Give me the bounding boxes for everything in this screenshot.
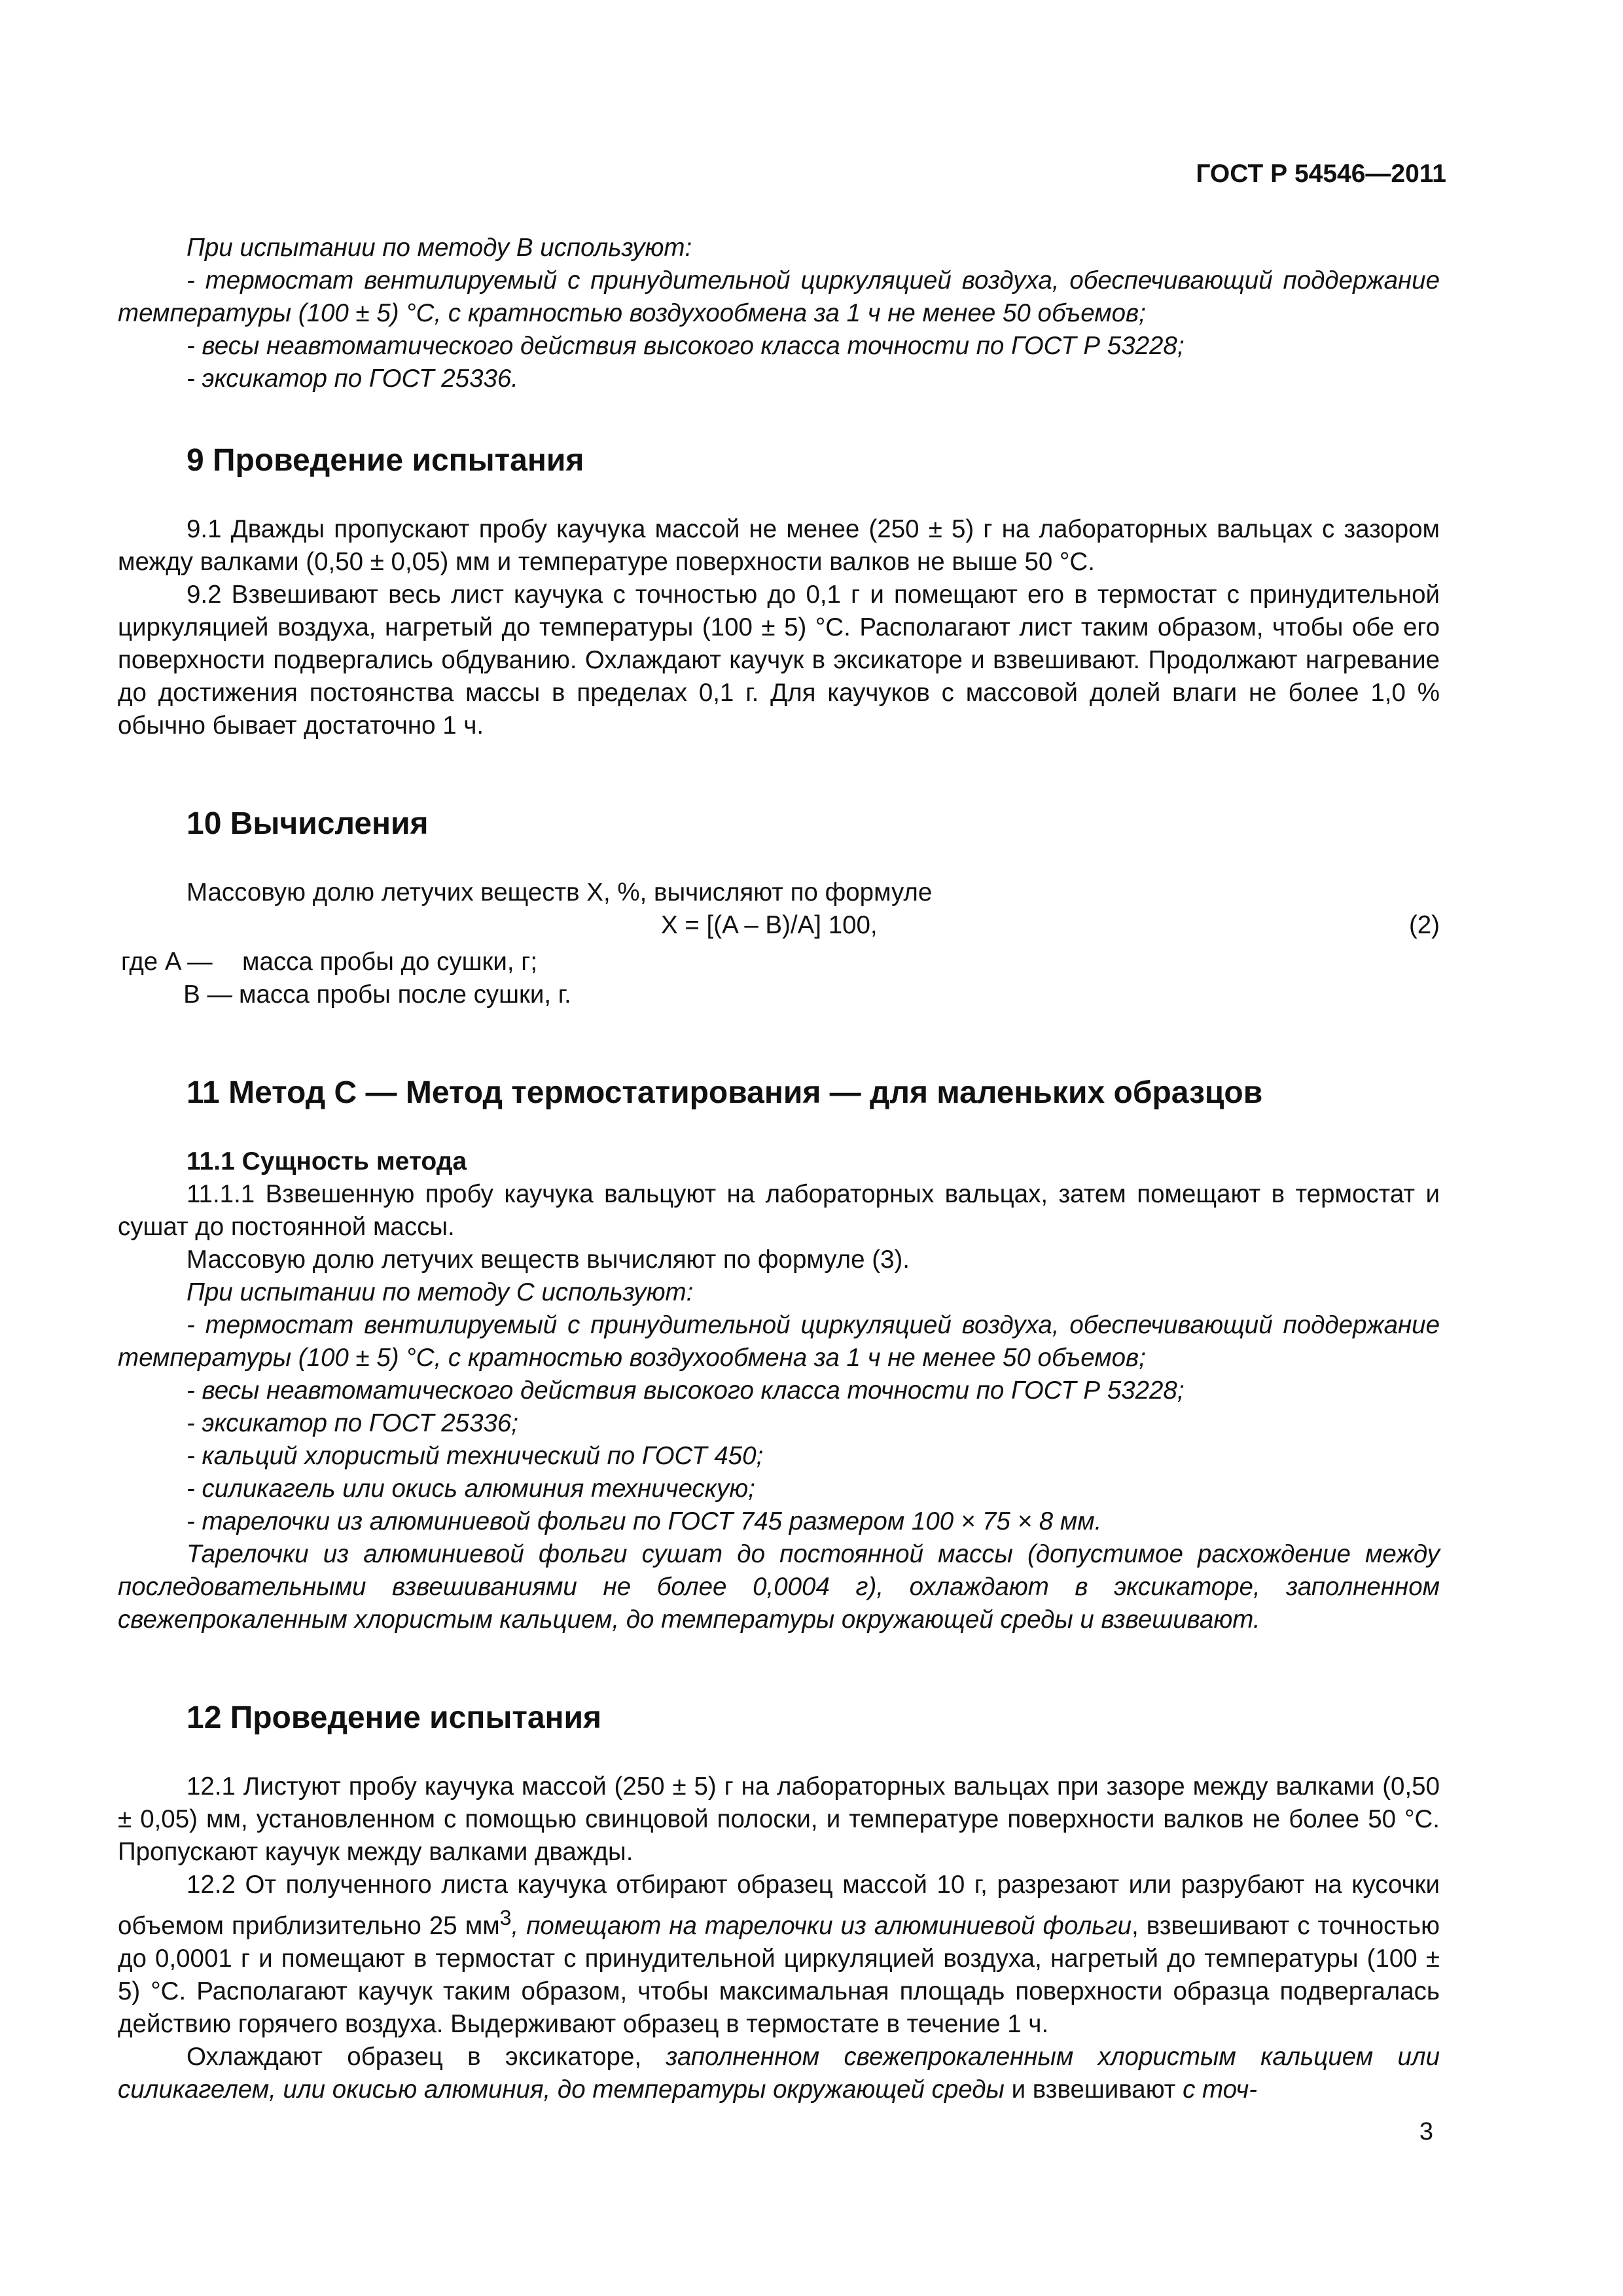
list-item: - кальций хлористый технический по ГОСТ 450; bbox=[187, 1442, 764, 1470]
section-heading: 10 Вычисления bbox=[187, 806, 429, 841]
text-run: с точ- bbox=[1183, 2075, 1258, 2104]
text-run: 12.2 От полученного листа каучука отбирают образец массой 10 г, разрезают или разрубают на кусочки объемом приблизительно 25 мм bbox=[118, 1871, 1440, 1940]
text-run: , помещают на тарелочки из алюминиевой фольги bbox=[511, 1911, 1132, 1940]
list-item: - эксикатор по ГОСТ 25336; bbox=[187, 1409, 519, 1437]
section-heading: 9 Проведение испытания bbox=[187, 443, 584, 478]
subsection-heading: 11.1 Сущность метода bbox=[187, 1147, 467, 1175]
method-b-intro: При испытании по методу В используют: bbox=[187, 234, 692, 262]
list-item: - весы неавтоматического действия высокого класса точности по ГОСТ Р 53228; bbox=[187, 332, 1185, 360]
paragraph: 9.2 Взвешивают весь лист каучука с точностью до 0,1 г и помещают его в термостат с принудительной циркуляцией воздуха, нагретый до температуры (100 ± 5) °С. Располагают лист таким образом, чтобы обе его поверхности подвергались обдуванию. Охлаждают каучук в эксикаторе и взвешивают. Продолжают нагревание до достижения постоянства массы в пределах 0,1 г. Для каучуков с массовой долей влаги не более 1,0 % обычно бывает достаточно 1 ч. bbox=[118, 581, 1440, 740]
where-b-label: B — bbox=[183, 980, 232, 1009]
list-item: - эксикатор по ГОСТ 25336. bbox=[187, 365, 519, 393]
formula-number: (2) bbox=[1408, 911, 1440, 939]
where-b bbox=[118, 978, 1440, 1011]
paragraph: Тарелочки из алюминиевой фольги сушат до постоянной массы (допустимое расхождение между последовательными взвешиваниями не более 0,0004 г), охлаждают в эксикаторе, заполненном свежепрокаленным хлористым кальцием, до температуры окружающей среды и взвешивают. bbox=[118, 1540, 1440, 1634]
list-item: - весы неавтоматического действия высокого класса точности по ГОСТ Р 53228; bbox=[187, 1376, 1185, 1405]
where-b-text: масса пробы после сушки, г. bbox=[239, 980, 571, 1009]
paragraph: Массовую долю летучих веществ X, %, вычисляют по формуле bbox=[187, 878, 933, 906]
doc-header-id: ГОСТ Р 54546—2011 bbox=[1196, 160, 1446, 188]
method-c-intro: При испытании по методу С используют: bbox=[187, 1278, 694, 1306]
page-number: 3 bbox=[1419, 2118, 1433, 2145]
text-run: , взвешивают с точностью до 0,0001 г и помещают в термостат с принудительной циркуляцией воздуха, нагретый до температуры (100 ± 5) °С. Располагают каучук таким образом, чтобы максимальная площадь поверхности образца подвергалась действию горячего воздуха. Выдерживают образец в термостате в течение 1 ч. bbox=[118, 1911, 1440, 2038]
paragraph: 11.1.1 Взвешенную пробу каучука вальцуют на лабораторных вальцах, затем помещают в термостат и сушат до постоянной массы. bbox=[118, 1180, 1440, 1241]
formula: X = [(A – B)/A] 100, bbox=[661, 911, 878, 939]
paragraph bbox=[118, 2041, 1440, 2106]
list-item: - тарелочки из алюминиевой фольги по ГОСТ 745 размером 100 × 75 × 8 мм. bbox=[187, 1507, 1102, 1535]
where-a-text: масса пробы до сушки, г; bbox=[242, 948, 538, 976]
list-item: - термостат вентилируемый с принудительной циркуляцией воздуха, обеспечивающий поддержание температуры (100 ± 5) °С, с кратностью воздухообмена за 1 ч не менее 50 объемов; bbox=[118, 266, 1440, 327]
paragraph: Массовую долю летучих веществ вычисляют по формуле (3). bbox=[187, 1246, 910, 1274]
section-heading: 12 Проведение испытания bbox=[187, 1700, 602, 1735]
page-content bbox=[118, 232, 1440, 2106]
superscript: 3 bbox=[499, 1906, 512, 1929]
list-item: - термостат вентилируемый с принудительной циркуляцией воздуха, обеспечивающий поддержание температуры (100 ± 5) °С, с кратностью воздухообмена за 1 ч не менее 50 объемов; bbox=[118, 1311, 1440, 1372]
where-a bbox=[118, 946, 1440, 978]
section-heading: 11 Метод С — Метод термостатирования — для маленьких образцов bbox=[187, 1075, 1263, 1110]
text-run: и взвешивают bbox=[1004, 2075, 1183, 2104]
text-run: заполненном свежепрокаленным хлористым кальцием или силикагелем, или окисью алюминия, до температуры окружающей среды bbox=[118, 2042, 1440, 2104]
text-run: Охлаждают образец в эксикаторе, bbox=[187, 2042, 666, 2071]
list-item: - силикагель или окись алюминия техническую; bbox=[187, 1475, 755, 1503]
paragraph: 12.1 Листуют пробу каучука массой (250 ± 5) г на лабораторных вальцах при зазоре между валками (0,50 ± 0,05) мм, установленном с помощью свинцовой полоски, и температуре поверхности валков не более 50 °С. Пропускают каучук между валками дважды. bbox=[118, 1772, 1440, 1866]
paragraph: 9.1 Дважды пропускают пробу каучука массой не менее (250 ± 5) г на лабораторных вальцах с зазором между валками (0,50 ± 0,05) мм и температуре поверхности валков не выше 50 °С. bbox=[118, 515, 1440, 576]
paragraph bbox=[118, 1869, 1440, 2041]
where-a-label: где A — bbox=[121, 948, 213, 976]
formula-line bbox=[118, 909, 1440, 946]
